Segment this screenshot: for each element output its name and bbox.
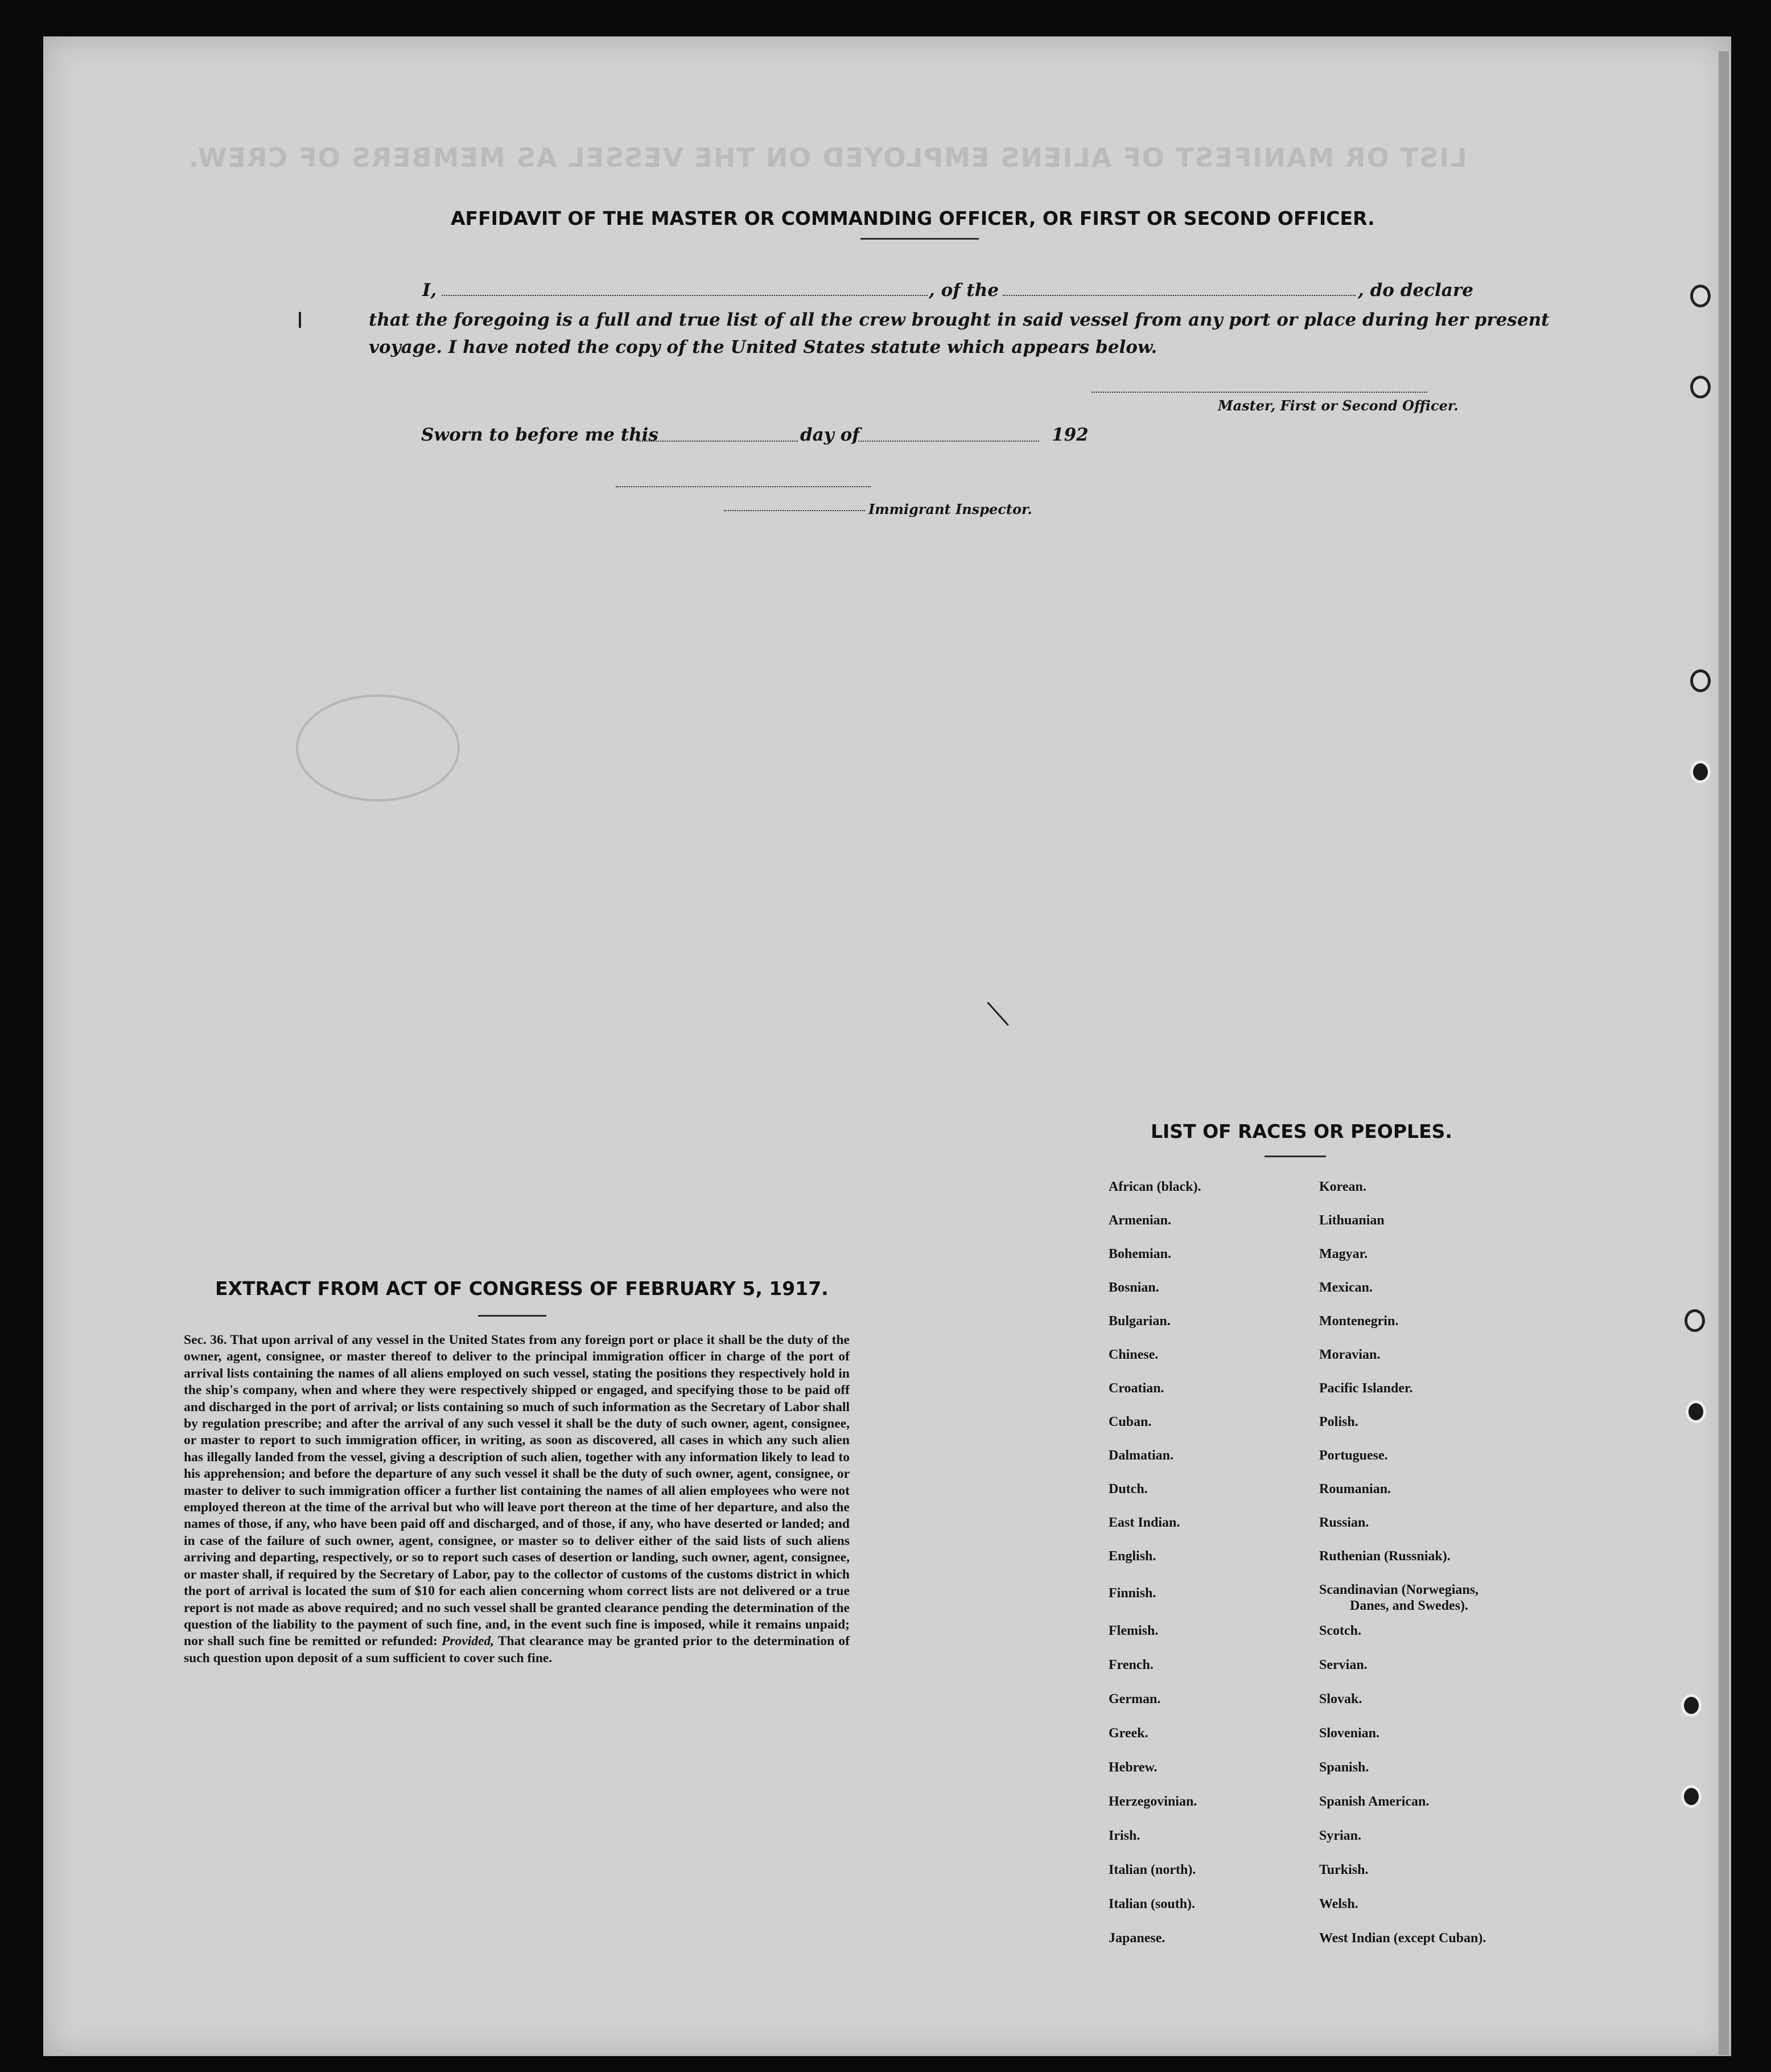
race-item: Welsh. — [1319, 1897, 1358, 1911]
race-item: Flemish. — [1109, 1623, 1159, 1638]
statute-body: That upon arrival of any vessel in the United States from any foreign port or place it shall be the duty of the owner, agent, consignee, or master thereof to deliver to the principal immigration officer in charge of the port of arrival lists containing the names of all aliens employed on such vessel, stating the positions they respectively hold in the ship's company, when and where they were respectively shipped or engaged, and specifying those to be paid off and discharged in the port of arrival; or lists containing so much of such information as the Secretary of Labor shall by regulation prescribe; and after the arrival of any such vessel it shall be the duty of such owner, agent, consignee, or master to report to such immigration officer, in writing, as soon as discovered, all cases in which any such alien has illegally landed from the vessel, giving a description of such alien, together with any information likely to lead to his apprehension; and before the departure of any such vessel it shall be the duty of such owner, agent, consignee, or master to deliver to such immigration officer a further list containing the names of all alien employees who were not employed thereon at the time of the arrival but who will leave port thereon at the time of her departure, and also the names of those, if any, who have been paid off and discharged, and of those, if any, who have deserted or landed; and in case of the failure of such owner, agent, consignee, or master so to deliver either of the said lists of such aliens arriving and departing, respectively, or so to report such cases of desertion or landing, such owner, agent, consignee, or master shall, if required by the Secretary of Labor, pay to the collector of customs of the customs district in which the port of arrival is located the sum of $10 for each alien concerning whom correct lists are not delivered or a true report is not made as above required; and no such vessel shall be granted clearance pending the determination of the question of the liability to the payment of such fine, and, in the event such fine is imposed, while it remains unpaid; nor shall such fine be remitted or refunded: — [184, 1333, 850, 1649]
race-item: Scotch. — [1319, 1623, 1361, 1638]
race-item: Portuguese. — [1319, 1448, 1388, 1463]
sworn-day-field[interactable] — [637, 441, 798, 442]
binder-hole — [1684, 1309, 1705, 1332]
binder-hole — [1690, 285, 1711, 307]
bleed-through-header: LIST OR MANIFEST OF ALIENS EMPLOYED ON THE VESSEL AS MEMBERS OF CREW. — [188, 142, 1467, 173]
race-item: Servian. — [1319, 1658, 1368, 1672]
sworn-prefix: Sworn to before me this — [421, 425, 658, 445]
inspector-signature-field[interactable] — [616, 486, 871, 487]
sworn-year: 192 — [1052, 425, 1089, 445]
race-item: Croatian. — [1109, 1381, 1164, 1396]
binder-hole — [1681, 1694, 1702, 1717]
statute-text — [184, 1332, 850, 1667]
officer-signature-field[interactable] — [1092, 392, 1427, 393]
binder-hole — [1690, 760, 1711, 783]
race-item: Turkish. — [1319, 1863, 1369, 1877]
binder-hole — [1690, 669, 1711, 692]
race-item: Syrian. — [1319, 1828, 1362, 1843]
race-item: Moravian. — [1319, 1347, 1381, 1362]
race-item: Slovenian. — [1319, 1726, 1380, 1741]
binder-hole — [1690, 376, 1711, 398]
race-item: West Indian (except Cuban). — [1319, 1931, 1486, 1946]
extract-title: EXTRACT FROM ACT OF CONGRESS OF FEBRUARY 5, 1917. — [215, 1277, 829, 1300]
affidavit-title-rule — [860, 238, 979, 240]
extract-title-rule — [478, 1315, 546, 1317]
race-item: Lithuanian — [1319, 1213, 1385, 1228]
officer-signature-caption: Master, First or Second Officer. — [1218, 397, 1459, 414]
race-item: Korean. — [1319, 1179, 1366, 1194]
race-item: Magyar. — [1319, 1247, 1368, 1261]
affidavit-do-declare: , do declare — [1358, 280, 1473, 301]
race-item: Spanish. — [1319, 1760, 1369, 1775]
affidavit-title: AFFIDAVIT OF THE MASTER OR COMMANDING OFFICER, OR FIRST OR SECOND OFFICER. — [451, 207, 1375, 229]
race-item: Hebrew. — [1109, 1760, 1158, 1775]
affidavit-of-the: , of the — [929, 280, 999, 301]
margin-mark — [299, 312, 301, 328]
race-item: Bohemian. — [1109, 1247, 1172, 1261]
race-item: Bulgarian. — [1109, 1314, 1171, 1329]
page-edge — [1719, 51, 1729, 2055]
race-item: Slovak. — [1319, 1692, 1362, 1707]
race-item: Scandinavian (Norwegians, — [1319, 1582, 1479, 1597]
race-item: Japanese. — [1109, 1931, 1165, 1946]
race-item: East Indian. — [1109, 1515, 1180, 1530]
race-item: Armenian. — [1109, 1213, 1171, 1228]
affidavit-line-2: that the foregoing is a full and true list of all the crew brought in said vessel from any port or place during her present — [369, 310, 1550, 330]
race-item: Mexican. — [1319, 1280, 1373, 1295]
race-item: Polish. — [1319, 1415, 1358, 1429]
race-item: Montenegrin. — [1319, 1314, 1399, 1329]
race-item: English. — [1109, 1549, 1156, 1564]
race-item: Cuban. — [1109, 1415, 1152, 1429]
master-name-field[interactable] — [442, 295, 928, 296]
section-label: Sec. 36. — [184, 1333, 227, 1347]
races-title: LIST OF RACES OR PEOPLES. — [1151, 1120, 1452, 1142]
race-item: Roumanian. — [1319, 1482, 1391, 1497]
vessel-name-field[interactable] — [1003, 295, 1356, 296]
race-item: Ruthenian (Russniak). — [1319, 1549, 1451, 1564]
race-item: Spanish American. — [1319, 1794, 1430, 1809]
affidavit-i: I, — [422, 280, 437, 301]
sworn-day-of: day of — [800, 425, 860, 445]
race-item: African (black). — [1109, 1179, 1201, 1194]
faint-stamp — [296, 694, 460, 801]
races-title-rule — [1265, 1156, 1326, 1157]
race-item: French. — [1109, 1658, 1154, 1672]
race-item: German. — [1109, 1692, 1161, 1707]
binder-hole — [1686, 1400, 1706, 1423]
affidavit-line-3: voyage. I have noted the copy of the United States statute which appears below. — [369, 337, 1158, 357]
binder-hole — [1681, 1785, 1702, 1808]
statute-body-end: That clearance may be granted prior to the determination of such question upon deposit of a sum sufficient to cover such fine. — [184, 1634, 850, 1666]
race-item: Italian (north). — [1109, 1863, 1196, 1877]
race-item: Dutch. — [1109, 1482, 1148, 1497]
race-item: Danes, and Swedes). — [1350, 1598, 1469, 1613]
race-item: Pacific Islander. — [1319, 1381, 1413, 1396]
inspector-caption: Immigrant Inspector. — [868, 501, 1032, 517]
race-item: Chinese. — [1109, 1347, 1159, 1362]
race-item: Greek. — [1109, 1726, 1148, 1741]
race-item: Herzegovinian. — [1109, 1794, 1197, 1809]
race-item: Bosnian. — [1109, 1280, 1159, 1295]
race-item: Dalmatian. — [1109, 1448, 1173, 1463]
inspector-caption-line — [724, 510, 865, 511]
provided-label: Provided, — [442, 1634, 495, 1649]
race-item: Russian. — [1319, 1515, 1369, 1530]
race-item: Italian (south). — [1109, 1897, 1196, 1911]
race-item: Finnish. — [1109, 1586, 1156, 1601]
sworn-month-field[interactable] — [858, 441, 1039, 442]
race-item: Irish. — [1109, 1828, 1140, 1843]
